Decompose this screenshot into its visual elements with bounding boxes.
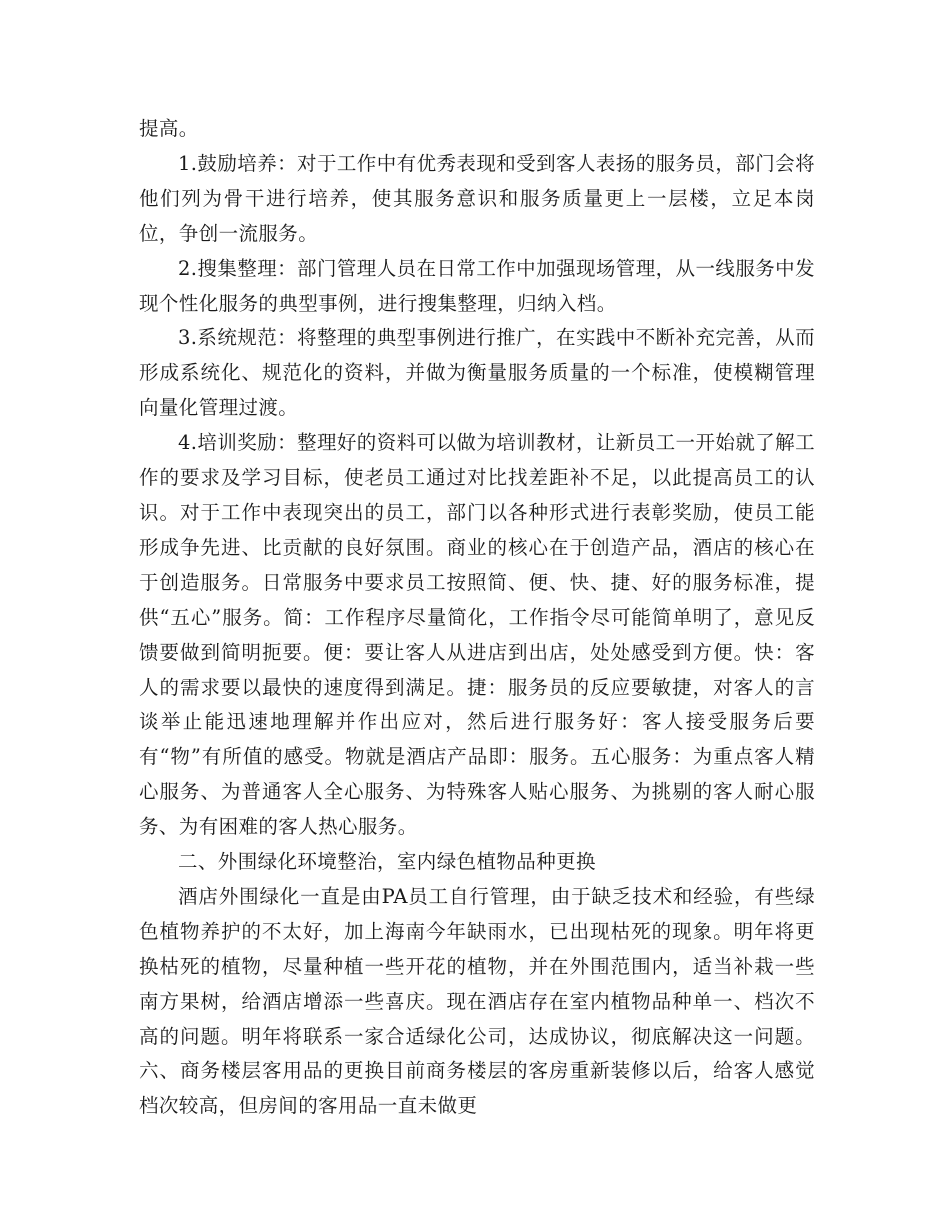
paragraph-training-reward: 4.培训奖励：整理好的资料可以做为培训教材，让新员工一开始就了解工作的要求及学习目标，使老员工通过对比找差距补不足，以此提高员工的认识。对于工作中表现突出的员工，部门以各种形式进行表彰奖励，使员工能形成争先进、比贡献的良好氛围。商业的核心在于创造产品，酒店的核心在于创造服务。日常服务中要求员工按照简、便、快、捷、好的服务标准，提供“五心”服务。简：工作程序尽量简化，工作指令尽可能简单明了，意见反馈要做到简明扼要。便：要让客人从进店到出店，处处感受到方便。快：客人的需求要以最快的速度得到满足。捷：服务员的反应要敏捷，对客人的言谈举止能迅速地理解并作出应对，然后进行服务好：客人接受服务后要有“物”有所值的感受。物就是酒店产品即：服务。五心服务：为重点客人精心服务、为普通客人全心服务、为特殊客人贴心服务、为挑剔的客人耐心服务、为有困难的客人热心服务。: [139, 431, 815, 839]
paragraph-continuation: 提高。: [139, 117, 199, 140]
paragraph-encourage-training: 1.鼓励培养：对于工作中有优秀表现和受到客人表扬的服务员，部门会将他们列为骨干进行培养，使其服务意识和服务质量更上一层楼，立足本岗位，争创一流服务。: [139, 151, 815, 245]
paragraph-system-standard: 3.系统规范：将整理的典型事例进行推广，在实践中不断补充完善，从而形成系统化、规范化的资料，并做为衡量服务质量的一个标准，使模糊管理向量化管理过渡。: [139, 326, 815, 420]
document-body: [139, 112, 815, 1124]
paragraph-collect-organize: 2.搜集整理：部门管理人员在日常工作中加强现场管理，从一线服务中发现个性化服务的典型事例，进行搜集整理，归纳入档。: [139, 256, 815, 315]
paragraph-greening-details: 酒店外围绿化一直是由PA员工自行管理，由于缺乏技术和经验，有些绿色植物养护的不太好，加上海南今年缺雨水，已出现枯死的现象。明年将更换枯死的植物，尽量种植一些开花的植物，并在外围范围内，适当补栽一些南方果树，给酒店增添一些喜庆。现在酒店存在室内植物品种单一、档次不高的问题。明年将联系一家合适绿化公司，达成协议，彻底解决这一问题。六、商务楼层客用品的更换目前商务楼层的客房重新装修以后，给客人感觉档次较高，但房间的客用品一直未做更: [139, 884, 815, 1118]
section-heading-greening: 二、外围绿化环境整治，室内绿色植物品种更换: [178, 850, 596, 874]
